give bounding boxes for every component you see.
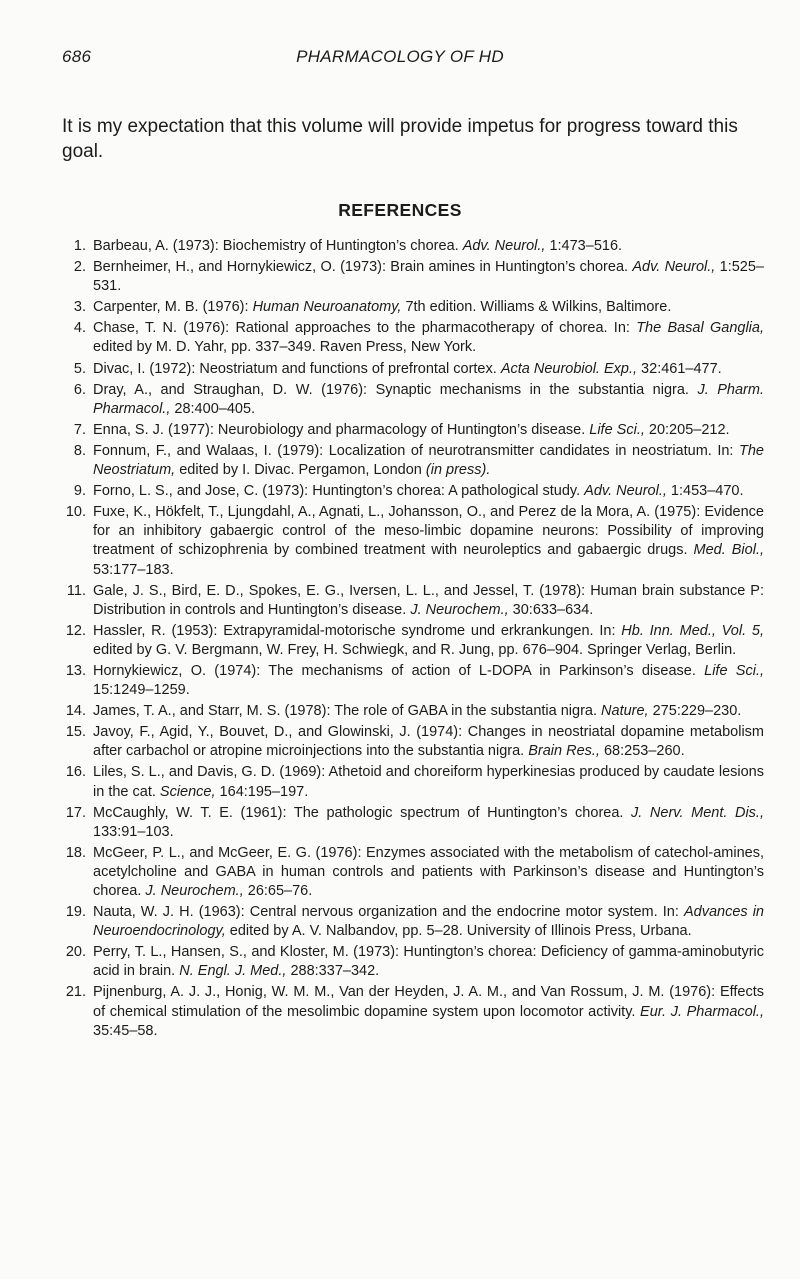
reference-text <box>93 382 764 417</box>
reference-segment: McCaughly, W. T. E. (1961): The pathologic spectrum of Huntington’s chorea. <box>93 804 632 821</box>
reference-segment: 275:229–230. <box>648 703 742 720</box>
reference-text <box>93 944 764 979</box>
reference-segment: Javoy, F., Agid, Y., Bouvet, D., and Glowinski, J. (1974): Changes in neostriatal dopamine metabolism after carbachol or atropine microinjections into the substantia nigra. <box>93 724 764 760</box>
reference-text <box>93 299 671 315</box>
reference-segment: 1:453–470. <box>666 483 744 500</box>
references-heading: REFERENCES <box>338 200 462 220</box>
reference-text <box>93 504 764 577</box>
reference-number: 21. <box>65 984 86 1001</box>
reference-segment: 133:91–103. <box>93 823 174 840</box>
reference-item <box>0 482 800 501</box>
reference-text <box>93 361 722 377</box>
reference-list <box>0 237 800 1043</box>
reference-number: 17. <box>65 804 86 821</box>
reference-segment: Fuxe, K., Hökfelt, T., Ljungdahl, A., Agnati, L., Johansson, O., and Perez de la Mora, A. (1975): Evidence for an inhibitory gabaergic control of the meso-limbic dopamine neurons: Possibility of improving treatment of schizophrenia by combined treatment with neuroleptics and gabaergic drugs. <box>93 504 764 559</box>
reference-number: 19. <box>65 904 86 921</box>
reference-segment: McGeer, P. L., and McGeer, E. G. (1976): Enzymes associated with the metabolism of catechol-amines, acetylcholine and GABA in human controls and patients with Parkinson’s disease and Huntington’s chorea. <box>93 844 764 899</box>
reference-italic-segment: Adv. Neurol., <box>584 483 667 500</box>
reference-segment: 7th edition. Williams & Wilkins, Baltimore. <box>401 299 672 316</box>
reference-number: 5. <box>73 360 86 377</box>
reference-item <box>0 258 800 296</box>
reference-segment: James, T. A., and Starr, M. S. (1978): The role of GABA in the substantia nigra. <box>93 703 602 720</box>
reference-text <box>93 984 764 1038</box>
reference-item <box>0 442 800 480</box>
reference-italic-segment: Advances in Neuroendocrinology, <box>93 904 764 940</box>
reference-segment: edited by M. D. Yahr, pp. 337–349. Raven Press, New York. <box>93 339 477 356</box>
reference-number: 11. <box>66 582 86 599</box>
reference-segment: 30:633–634. <box>508 601 594 618</box>
reference-segment: 32:461–477. <box>637 360 722 377</box>
reference-number: 20. <box>65 944 86 961</box>
reference-number: 3. <box>73 299 86 316</box>
reference-text <box>93 764 764 799</box>
reference-italic-segment: J. Pharm. Pharmacol., <box>93 381 764 417</box>
reference-segment: Enna, S. J. (1977): Neurobiology and pharmacology of Huntington’s disease. <box>93 421 590 438</box>
reference-text <box>93 845 764 899</box>
reference-italic-segment: Eur. J. Pharmacol., <box>640 1003 764 1020</box>
reference-segment: edited by A. V. Nalbandov, pp. 5–28. University of Illinois Press, Urbana. <box>225 923 692 940</box>
reference-segment: 20:205–212. <box>644 421 730 438</box>
reference-segment: Gale, J. S., Bird, E. D., Spokes, E. G., Iversen, L. L., and Jessel, T. (1978): Human brain substance P: Distribution in controls and Huntington’s disease. <box>93 582 764 618</box>
reference-segment: 68:253–260. <box>599 743 685 760</box>
reference-text <box>93 724 764 759</box>
reference-segment: Hassler, R. (1953): Extrapyramidal-motorische syndrome und erkrankungen. In: <box>93 622 622 639</box>
reference-item <box>0 662 800 700</box>
reference-item <box>0 381 800 419</box>
reference-number: 2. <box>73 259 86 276</box>
reference-italic-segment: Adv. Neurol., <box>632 259 716 276</box>
reference-italic-segment: The Basal Ganglia, <box>636 320 764 337</box>
reference-item <box>0 844 800 901</box>
reference-text <box>93 320 764 355</box>
reference-italic-segment: Adv. Neurol., <box>462 238 546 254</box>
reference-segment: Barbeau, A. (1973): Biochemistry of Huntington’s chorea. <box>93 238 463 254</box>
page-header <box>0 47 800 71</box>
reference-text <box>93 703 741 719</box>
reference-segment: Fonnum, F., and Walaas, I. (1979): Localization of neurotransmitter candidates in neostriatum. In: <box>93 442 739 459</box>
reference-text <box>93 904 764 939</box>
reference-segment: Liles, S. L., and Davis, G. D. (1969): Athetoid and choreiform hyperkinesias produced by caudate lesions in the cat. <box>93 764 764 800</box>
reference-item <box>0 943 800 981</box>
reference-italic-segment: The Neostriatum, <box>93 442 764 479</box>
reference-text <box>93 623 764 658</box>
reference-text <box>93 663 764 698</box>
reference-item <box>0 421 800 440</box>
reference-italic-segment: Med. Biol., <box>693 542 764 559</box>
reference-number: 6. <box>73 381 86 398</box>
reference-item <box>0 503 800 579</box>
reference-item <box>0 360 800 379</box>
reference-segment: Pijnenburg, A. J. J., Honig, W. M. M., Van der Heyden, J. A. M., and Van Rossum, J. M. (1976): Effects of chemical stimulation of the mesolimbic dopamine system upon locomotor activity. <box>93 984 764 1020</box>
reference-segment: 28:400–405. <box>170 400 256 417</box>
reference-text <box>93 443 764 478</box>
reference-text <box>93 422 730 438</box>
reference-segment: Dray, A., and Straughan, D. W. (1976): Synaptic mechanisms in the substantia nigra. <box>93 381 698 398</box>
reference-segment: Forno, L. S., and Jose, C. (1973): Huntington’s chorea: A pathological study. <box>93 483 585 500</box>
page-number: 686 <box>62 47 92 66</box>
reference-text <box>93 259 764 294</box>
reference-item <box>0 702 800 721</box>
reference-italic-segment: Life Sci., <box>704 662 765 679</box>
reference-segment: 288:337–342. <box>286 963 380 980</box>
reference-number: 16. <box>65 764 86 781</box>
reference-text <box>93 238 622 254</box>
reference-segment: 15:1249–1259. <box>93 682 190 699</box>
reference-number: 14. <box>65 703 86 720</box>
reference-italic-segment: Hb. Inn. Med., Vol. 5, <box>621 622 765 639</box>
reference-number: 12. <box>65 622 86 639</box>
reference-number: 7. <box>73 421 86 438</box>
reference-italic-segment: N. Engl. J. Med., <box>179 963 287 980</box>
reference-italic-segment: Human Neuroanatomy, <box>252 299 402 316</box>
reference-item <box>0 723 800 761</box>
reference-item <box>0 237 800 256</box>
reference-segment: Nauta, W. J. H. (1963): Central nervous organization and the endocrine motor system. In: <box>93 904 684 921</box>
reference-segment: 53:177–183. <box>93 561 174 578</box>
reference-italic-segment: Brain Res., <box>528 743 600 760</box>
reference-item <box>0 622 800 660</box>
reference-number: 13. <box>65 662 86 679</box>
reference-item <box>0 763 800 801</box>
reference-number: 8. <box>73 442 86 459</box>
reference-item <box>0 804 800 842</box>
reference-segment: 35:45–58. <box>93 1022 158 1039</box>
reference-segment: Perry, T. L., Hansen, S., and Kloster, M. (1973): Huntington’s chorea: Deficiency of gamma-aminobutyric acid in brain. <box>93 944 764 980</box>
reference-segment: Hornykiewicz, O. (1974): The mechanisms of action of L-DOPA in Parkinson’s disease. <box>93 662 705 679</box>
reference-number: 4. <box>73 320 86 337</box>
reference-segment: Chase, T. N. (1976): Rational approaches to the pharmacotherapy of chorea. In: <box>93 320 637 337</box>
reference-item <box>0 582 800 620</box>
reference-italic-segment: Acta Neurobiol. Exp., <box>500 360 638 377</box>
reference-segment: Bernheimer, H., and Hornykiewicz, O. (1973): Brain amines in Huntington’s chorea. <box>93 259 633 276</box>
reference-italic-segment: Nature, <box>601 703 649 720</box>
reference-number: 10. <box>65 504 86 521</box>
reference-segment: 1:525–531. <box>93 259 764 295</box>
reference-segment: Divac, I. (1972): Neostriatum and functions of prefrontal cortex. <box>93 360 501 377</box>
reference-text <box>93 483 744 499</box>
reference-item <box>0 319 800 357</box>
reference-number: 15. <box>65 724 86 741</box>
reference-segment: edited by I. Divac. Pergamon, London <box>175 462 426 479</box>
reference-italic-segment: J. Nerv. Ment. Dis., <box>631 804 764 821</box>
reference-italic-segment: Science, <box>159 783 216 800</box>
reference-item <box>0 298 800 317</box>
intro-paragraph: It is my expectation that this volume will provide impetus for progress toward this goal. <box>62 116 738 162</box>
reference-number: 1. <box>73 238 86 254</box>
reference-item <box>0 903 800 941</box>
reference-segment: 164:195–197. <box>215 783 309 800</box>
reference-number: 18. <box>65 844 86 861</box>
reference-italic-segment: J. Neurochem., <box>145 883 244 899</box>
reference-italic-segment: J. Neurochem., <box>410 601 509 618</box>
reference-segment: 1:473–516. <box>545 238 623 254</box>
reference-text <box>93 805 764 840</box>
running-title: PHARMACOLOGY OF HD <box>296 47 504 66</box>
reference-text <box>93 583 764 618</box>
reference-segment: edited by G. V. Bergmann, W. Frey, H. Schwiegk, and R. Jung, pp. 676–904. Springer Verlag, Berlin. <box>93 641 737 658</box>
reference-item <box>0 983 800 1040</box>
reference-segment: 26:65–76. <box>243 883 313 899</box>
reference-italic-segment: (in press). <box>425 462 491 479</box>
reference-segment: Carpenter, M. B. (1976): <box>93 299 253 316</box>
reference-italic-segment: Life Sci., <box>589 421 645 438</box>
reference-number: 9. <box>73 483 86 500</box>
